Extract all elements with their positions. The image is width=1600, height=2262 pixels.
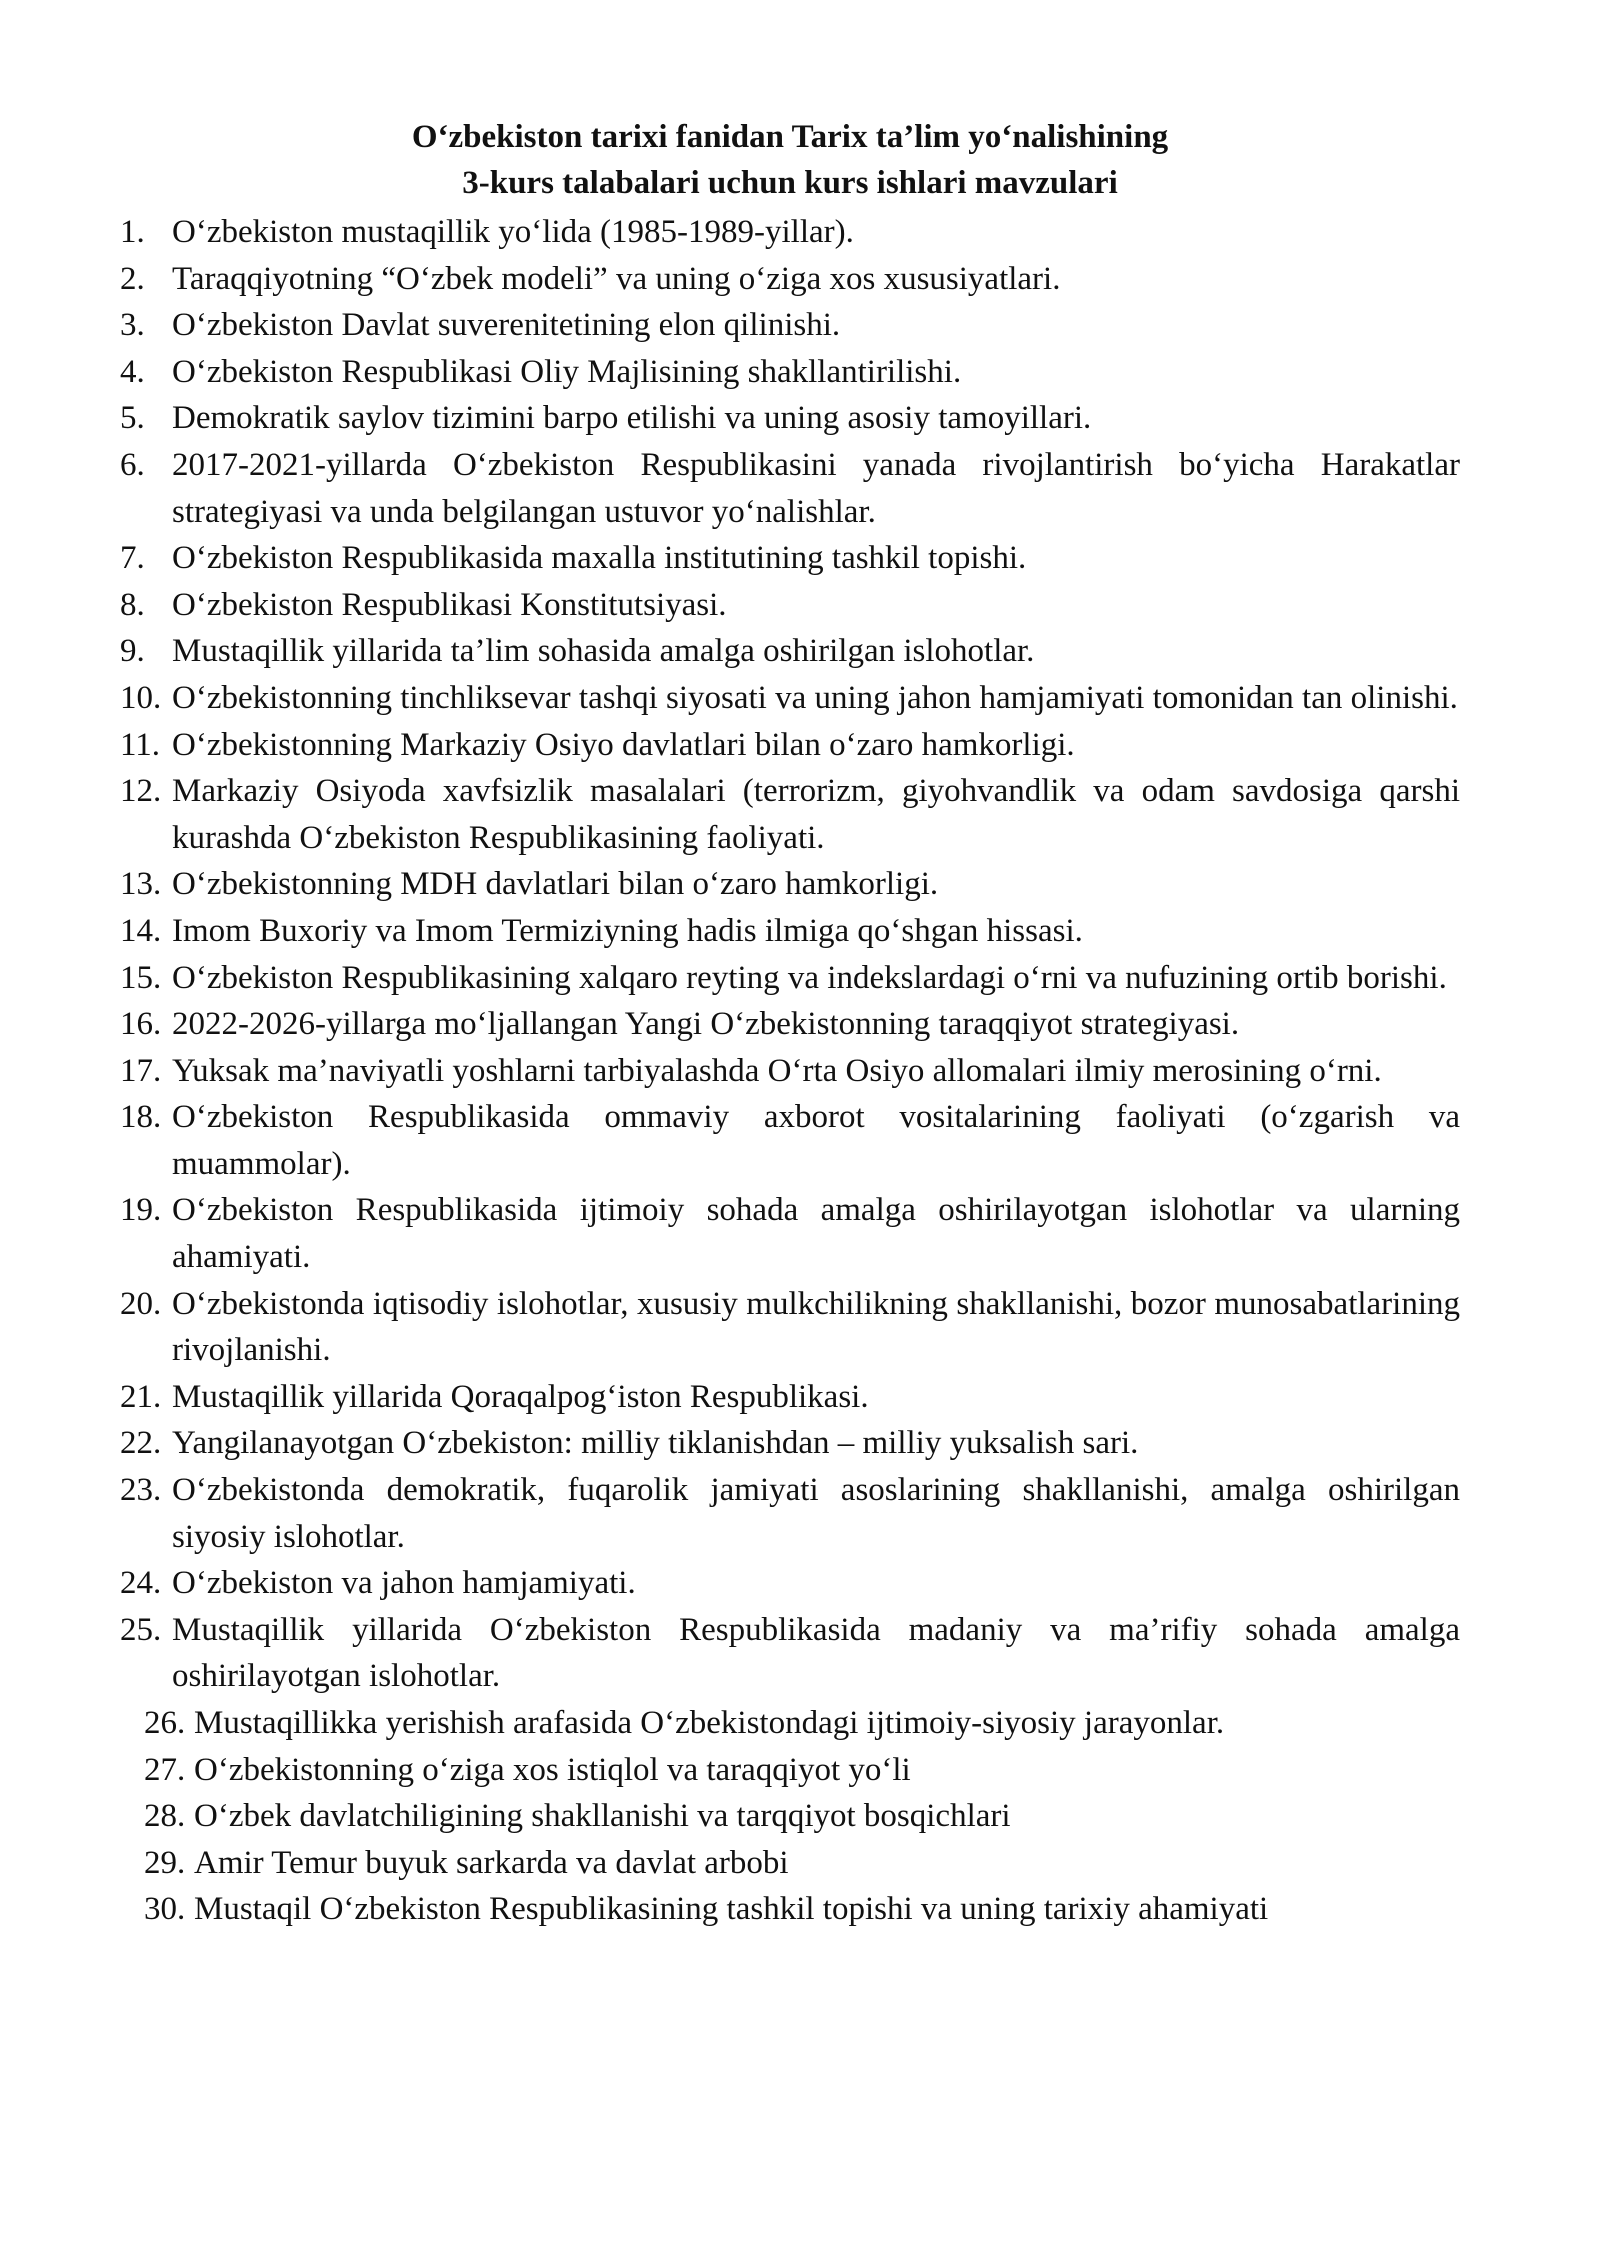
topic-text: O‘zbekiston va jahon hamjamiyati. (172, 1565, 636, 1602)
topic-item (120, 209, 1460, 256)
topic-number: 11. (120, 726, 161, 763)
topic-number: 6. (120, 446, 145, 483)
topic-number: 27. (144, 1751, 186, 1788)
topic-text: O‘zbekistonning MDH davlatlari bilan o‘zaro hamkorligi. (172, 866, 939, 903)
topic-number: 25. (120, 1611, 162, 1648)
topic-text: Mustaqillikka yerishish arafasida O‘zbekistondagi ijtimoiy-siyosiy jarayonlar. (194, 1705, 1225, 1741)
topic-text: Yuksak ma’naviyatli yoshlarni tarbiyalashda O‘rta Osiyo allomalari ilmiy merosining o‘rni. (172, 1052, 1382, 1089)
topic-number: 16. (120, 1006, 162, 1043)
topic-item (120, 535, 1460, 582)
topic-item (120, 955, 1460, 1002)
topic-item (120, 1374, 1460, 1421)
topic-number: 20. (120, 1285, 162, 1322)
topic-text: O‘zbekistonning o‘ziga xos istiqlol va taraqqiyot yo‘li (194, 1751, 911, 1788)
topic-text: Yangilanayotgan O‘zbekiston: milliy tiklanishdan – milliy yuksalish sari. (172, 1425, 1139, 1462)
topic-item (120, 1747, 1460, 1794)
topic-item (120, 1607, 1460, 1700)
topic-text: Mustaqillik yillarida Qoraqalpog‘iston Respublikasi. (172, 1378, 869, 1415)
topic-item (120, 768, 1460, 861)
topic-number: 7. (120, 540, 145, 577)
topic-number: 23. (120, 1472, 162, 1509)
topic-number: 17. (120, 1052, 162, 1089)
topic-item (120, 1420, 1460, 1467)
topic-item (120, 1467, 1460, 1560)
topic-number: 2. (120, 260, 145, 297)
topic-item (120, 1001, 1460, 1048)
topic-item (120, 349, 1460, 396)
topic-text: Demokratik saylov tizimini barpo etilishi va uning asosiy tamoyillari. (172, 400, 1092, 437)
topic-number: 24. (120, 1565, 162, 1602)
topic-number: 8. (120, 586, 145, 623)
topic-number: 12. (120, 773, 162, 810)
topic-text: Markaziy Osiyoda xavfsizlik masalalari (terrorizm, giyohvandlik va odam savdosiga qarshi kurashda O‘zbekiston Respublikasining faoliyati. (172, 773, 1460, 856)
topic-text: O‘zbekistonning tinchliksevar tashqi siyosati va uning jahon hamjamiyati tomonidan tan olinishi. (172, 679, 1458, 716)
topic-number: 30. (144, 1891, 186, 1928)
topic-number: 13. (120, 866, 162, 903)
topic-item (120, 1560, 1460, 1607)
topic-item (120, 722, 1460, 769)
topic-text: O‘zbekiston Respublikasida ijtimoiy sohada amalga oshirilayotgan islohotlar va ularning ahamiyati. (172, 1192, 1460, 1276)
topic-item (120, 1048, 1460, 1095)
topic-item (120, 861, 1460, 908)
topic-text: 2017-2021-yillarda O‘zbekiston Respublikasini yanada rivojlantirish bo‘yicha Harakatlar strategiyasi va unda belgilangan ustuvor yo‘nalishlar. (172, 446, 1460, 530)
topic-text: O‘zbekiston Respublikasining xalqaro reyting va indekslardagi o‘rni va nufuzining ortib borishi. (172, 959, 1447, 996)
topic-list (120, 209, 1460, 1933)
topic-number: 15. (120, 959, 162, 996)
topic-item (120, 1187, 1460, 1280)
topic-text: O‘zbekiston Respublikasida maxalla institutining tashkil topishi. (172, 540, 1027, 577)
topic-item (120, 442, 1460, 535)
topic-text: Imom Buxoriy va Imom Termiziyning hadis ilmiga qo‘shgan hissasi. (172, 912, 1083, 949)
topic-number: 14. (120, 912, 162, 949)
title-line-1: O‘zbekiston tarixi fanidan Tarix ta’lim yo‘nalishining (411, 119, 1169, 155)
topic-number: 26. (144, 1705, 186, 1741)
topic-text: O‘zbekistonda demokratik, fuqarolik jamiyati asoslarining shakllanishi, amalga oshirilgan siyosiy islohotlar. (172, 1472, 1460, 1555)
topic-item (120, 1886, 1460, 1933)
topic-text: O‘zbekiston Davlat suverenitetining elon qilinishi. (172, 307, 841, 344)
topic-item (120, 1700, 1460, 1747)
topic-number: 18. (120, 1099, 162, 1136)
topic-number: 29. (144, 1844, 186, 1881)
topic-item (120, 908, 1460, 955)
topic-item (120, 675, 1460, 722)
topic-item (120, 1094, 1460, 1187)
topic-number: 5. (120, 400, 145, 437)
topic-text: O‘zbekiston Respublikasida ommaviy axborot vositalarining faoliyati (o‘zgarish va muammolar). (172, 1099, 1460, 1182)
topic-text: Amir Temur buyuk sarkarda va davlat arbobi (194, 1844, 789, 1881)
topic-text: O‘zbekiston Respublikasi Oliy Majlisining shakllantirilishi. (172, 353, 962, 390)
topic-text: 2022-2026-yillarga mo‘ljallangan Yangi O‘zbekistonning taraqqiyot strategiyasi. (172, 1006, 1240, 1043)
topic-number: 10. (120, 679, 162, 716)
topic-number: 22. (120, 1425, 162, 1462)
document-title (120, 114, 1460, 206)
topic-text: Taraqqiyotning “O‘zbek modeli” va uning o‘ziga xos xususiyatlari. (172, 260, 1061, 297)
topic-text: O‘zbekistonda iqtisodiy islohotlar, xususiy mulkchilikning shakllanishi, bozor munosabatlarining rivojlanishi. (172, 1285, 1460, 1369)
topic-text: Mustaqillik yillarida ta’lim sohasida amalga oshirilgan islohotlar. (172, 633, 1035, 670)
topic-item (120, 628, 1460, 675)
topic-text: Mustaqillik yillarida O‘zbekiston Respublikasida madaniy va ma’rifiy sohada amalga oshirilayotgan islohotlar. (172, 1611, 1460, 1695)
topic-number: 28. (144, 1798, 186, 1835)
topic-text: Mustaqil O‘zbekiston Respublikasining tashkil topishi va uning tarixiy ahamiyati (194, 1891, 1269, 1928)
topic-text: O‘zbekiston Respublikasi Konstitutsiyasi. (172, 586, 727, 623)
topic-number: 3. (120, 307, 145, 344)
topic-number: 4. (120, 353, 145, 390)
topic-item (120, 582, 1460, 629)
topic-item (120, 302, 1460, 349)
topic-number: 9. (120, 633, 145, 670)
topic-item (120, 256, 1460, 303)
topic-number: 1. (120, 214, 145, 250)
topic-item (120, 1840, 1460, 1887)
topic-number: 21. (120, 1378, 162, 1415)
topic-number: 19. (120, 1192, 162, 1229)
topic-item (120, 1281, 1460, 1374)
topic-item (120, 395, 1460, 442)
topic-text: O‘zbekiston mustaqillik yo‘lida (1985-1989-yillar). (172, 214, 854, 250)
topic-text: O‘zbek davlatchiligining shakllanishi va tarqqiyot bosqichlari (194, 1798, 1011, 1835)
topic-item (120, 1793, 1460, 1840)
topic-text: O‘zbekistonning Markaziy Osiyo davlatlari bilan o‘zaro hamkorligi. (172, 726, 1075, 763)
title-line-2: 3-kurs talabalari uchun kurs ishlari mavzulari (462, 165, 1118, 201)
